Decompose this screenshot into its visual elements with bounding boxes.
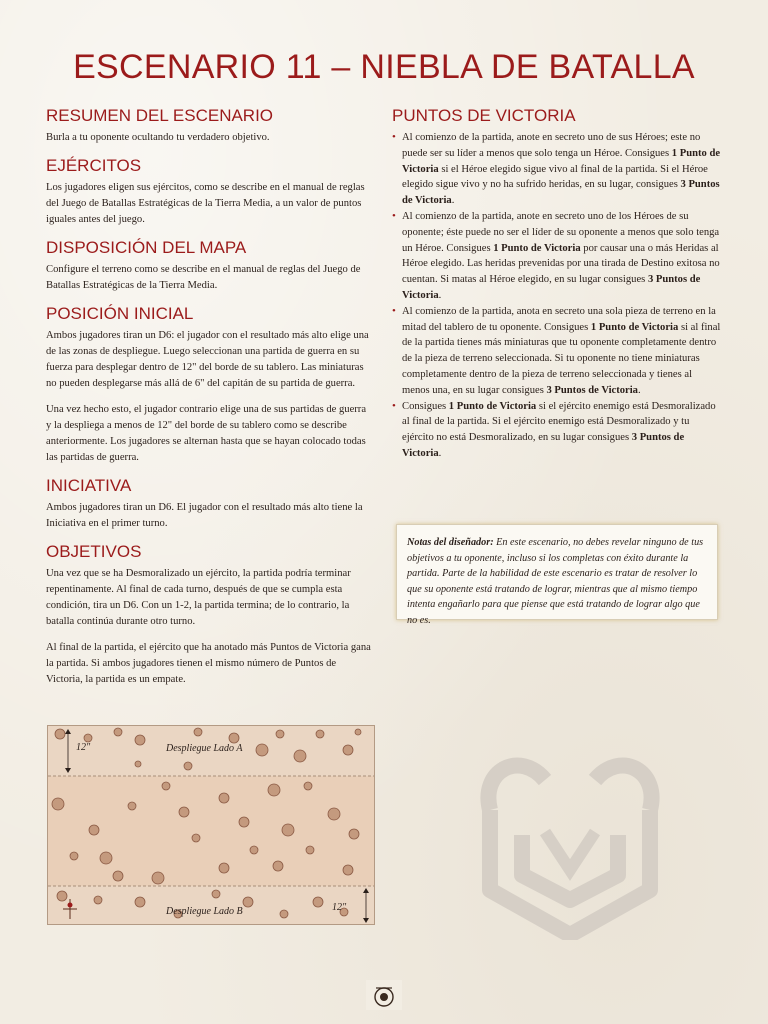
terrain-feature bbox=[280, 910, 288, 918]
terrain-feature bbox=[294, 750, 306, 762]
terrain-feature bbox=[113, 871, 123, 881]
terrain-feature bbox=[128, 802, 136, 810]
victory-point-text: si el Héroe elegido sigue vivo al final de la partida. Si el Héroe elegido sigue vivo y no ha sufrido heridas, en su lugar, consigues bbox=[402, 163, 708, 191]
terrain-feature bbox=[243, 897, 253, 907]
terrain-feature bbox=[152, 872, 164, 884]
victory-points-list bbox=[392, 130, 722, 462]
victory-point-item bbox=[392, 399, 722, 462]
section-posicion bbox=[46, 304, 372, 466]
section-objetivos bbox=[46, 542, 372, 688]
terrain-feature bbox=[70, 852, 78, 860]
victory-point-value: 3 Puntos de Victoria bbox=[402, 274, 701, 301]
terrain-feature bbox=[184, 762, 192, 770]
right-column bbox=[392, 106, 722, 462]
map-label-deploy-b: Despliegue Lado B bbox=[166, 906, 243, 917]
terrain-feature bbox=[316, 730, 324, 738]
page-title: ESCENARIO 11 – NIEBLA DE BATALLA bbox=[73, 48, 695, 86]
victory-point-value: 1 Punto de Victoria bbox=[590, 321, 679, 333]
emblem-left-ear bbox=[488, 766, 545, 810]
victory-point-text: Al comienzo de la partida, anote en secreto uno de sus Héroes; este no puede ser su líder a menos que solo tenga un Héroe. Consigues bbox=[402, 132, 701, 159]
victory-point-text: Al comienzo de la partida, anote en secreto uno de los Héroes de su oponente; éste puede no ser el líder de su oponente a menos que solo tenga un Héroe. Consigues bbox=[402, 210, 720, 254]
map-distance-b: 12" bbox=[332, 902, 347, 913]
victory-point-text: por causar una o más Heridas al Héroe elegido. Las heridas prevenidas por una tirada de Destino exitosa no cuentan. Si matas al Héroe elegido, en su lugar consigues bbox=[402, 242, 720, 286]
victory-point-text: Consigues bbox=[402, 400, 449, 412]
text-iniciativa: Ambos jugadores tiran un D6. El jugador con el resultado más alto tiene la Iniciativa en el primer turno. bbox=[46, 502, 363, 529]
text-resumen: Burla a tu oponente ocultando tu verdadero objetivo. bbox=[46, 132, 270, 143]
heading-puntos-victoria: PUNTOS DE VICTORIA bbox=[392, 106, 576, 125]
map-distance-a: 12" bbox=[76, 742, 91, 753]
terrain-feature bbox=[194, 728, 202, 736]
text-objetivos-2: Al final de la partida, el ejército que ha anotado más Puntos de Victoria gana la partida. Si ambos jugadores tienen el mismo número de Puntos de Victoria, la partida es un empate. bbox=[46, 642, 371, 685]
victory-point-item bbox=[392, 209, 722, 304]
deploy-zone-b bbox=[48, 886, 374, 924]
footer-logo-icon bbox=[366, 980, 402, 1010]
emblem-watermark bbox=[450, 740, 690, 940]
victory-point-text: . bbox=[637, 384, 641, 396]
victory-point-text: . bbox=[451, 195, 455, 207]
text-posicion-1: Ambos jugadores tiran un D6: el jugador con el resultado más alto elige una de las zonas de despliegue. Luego seleccionan una partida de guerra en su fuerza para desplegar dentro de 12" del borde de su tablero. Las miniaturas no pueden desplegarse más allá de 6" del capitán de su partida de guerra. bbox=[46, 330, 369, 389]
victory-point-value: 3 Puntos de Victoria bbox=[402, 179, 720, 207]
heading-disposicion: DISPOSICIÓN DEL MAPA bbox=[46, 238, 247, 257]
terrain-feature bbox=[179, 807, 189, 817]
terrain-feature bbox=[349, 829, 359, 839]
emblem-v-mark bbox=[545, 832, 595, 870]
victory-point-value: 1 Punto de Victoria bbox=[493, 242, 581, 254]
victory-point-text: Al comienzo de la partida, anota en secreto una sola pieza de terreno en la mitad del tablero de tu oponente. Consigues bbox=[402, 305, 716, 333]
terrain-feature bbox=[250, 846, 258, 854]
terrain-feature bbox=[94, 896, 102, 904]
heading-ejercitos: EJÉRCITOS bbox=[46, 156, 142, 175]
designer-notes bbox=[396, 524, 718, 626]
terrain-feature bbox=[276, 730, 284, 738]
victory-point-text: si el ejército enemigo está Desmoralizado al final de la partida. Si el ejército enemigo está Desmoralizado y tu ejército no está Desmoralizado, en su lugar consigues bbox=[402, 400, 716, 444]
terrain-feature bbox=[229, 733, 239, 743]
terrain-feature bbox=[219, 793, 229, 803]
section-resumen bbox=[46, 106, 372, 146]
victory-point-value: 1 Punto de Victoria bbox=[448, 400, 537, 412]
section-ejercitos bbox=[46, 156, 372, 228]
terrain-feature bbox=[328, 808, 340, 820]
battlefield-map bbox=[47, 725, 375, 925]
text-disposicion: Configure el terreno como se describe en el manual de reglas del Juego de Batallas Estratégicas de la Tierra Media. bbox=[46, 264, 361, 291]
section-disposicion bbox=[46, 238, 372, 294]
terrain-feature bbox=[355, 729, 361, 735]
terrain-feature bbox=[192, 834, 200, 842]
victory-point-item bbox=[392, 304, 722, 399]
terrain-feature bbox=[89, 825, 99, 835]
terrain-feature bbox=[135, 735, 145, 745]
victory-point-value: 3 Puntos de Victoria bbox=[546, 384, 638, 396]
victory-point-text: . bbox=[438, 447, 442, 459]
terrain-feature bbox=[268, 784, 280, 796]
terrain-feature bbox=[239, 817, 249, 827]
text-ejercitos: Los jugadores eligen sus ejércitos, como se describe en el manual de reglas del Juego de Batallas Estratégicas de la Tierra Media, a un valor de puntos iguales antes del juego. bbox=[46, 182, 365, 225]
section-iniciativa bbox=[46, 476, 372, 532]
victory-point-value: 3 Puntos de Victoria bbox=[402, 432, 685, 459]
terrain-feature bbox=[273, 861, 283, 871]
terrain-feature bbox=[343, 745, 353, 755]
emblem-right-ear bbox=[595, 766, 652, 810]
victory-point-text: si al final de la partida tienes más miniaturas que tu oponente completamente dentro de la pieza de terreno seleccionada. Si tu oponente no tiene miniaturas completamente dentro de la pieza de terreno seleccionada y tienes al menos una, en su lugar consigues bbox=[402, 321, 721, 396]
heading-objetivos: OBJETIVOS bbox=[46, 542, 142, 561]
map-terrain bbox=[48, 726, 374, 924]
heading-resumen: RESUMEN DEL ESCENARIO bbox=[46, 106, 274, 125]
terrain-feature bbox=[135, 897, 145, 907]
terrain-feature bbox=[84, 734, 92, 742]
terrain-feature bbox=[55, 729, 65, 739]
victory-point-value: 1 Punto de Victoria bbox=[402, 147, 721, 175]
heading-posicion: POSICIÓN INICIAL bbox=[46, 304, 194, 323]
terrain-feature bbox=[219, 863, 229, 873]
designer-notes-text: En este escenario, no debes revelar ninguno de tus objetivos a tu oponente, incluso si los completas con éxito durante la partida. Parte de la habilidad de este escenario es tratar de resolver lo que su oponente está tratando de lograr, mientras que al mismo tiempo intenta engañarlo para que piense que está tratando de lograr algo que no es. bbox=[407, 537, 704, 626]
victory-point-text: . bbox=[438, 289, 442, 301]
map-label-deploy-a: Despliegue Lado A bbox=[166, 743, 243, 754]
terrain-feature bbox=[100, 852, 112, 864]
terrain-feature bbox=[135, 761, 141, 767]
terrain-feature bbox=[282, 824, 294, 836]
text-posicion-2: Una vez hecho esto, el jugador contrario elige una de sus partidas de guerra y la despliega a menos de 12" del borde de su tablero como se describe anteriormente. Los jugadores se alternan hasta que se hayan colocado todas las partidas de guerra. bbox=[46, 404, 367, 463]
heading-iniciativa: INICIATIVA bbox=[46, 476, 132, 495]
terrain-feature bbox=[114, 728, 122, 736]
designer-notes-lead: Notas del diseñador: bbox=[407, 537, 494, 548]
terrain-feature bbox=[343, 865, 353, 875]
left-column bbox=[46, 106, 372, 698]
terrain-feature bbox=[212, 890, 220, 898]
terrain-feature bbox=[304, 782, 312, 790]
terrain-feature bbox=[306, 846, 314, 854]
terrain-feature bbox=[52, 798, 64, 810]
terrain-feature bbox=[162, 782, 170, 790]
terrain-feature bbox=[313, 897, 323, 907]
terrain-feature bbox=[57, 891, 67, 901]
terrain-feature bbox=[256, 744, 268, 756]
text-objetivos-1: Una vez que se ha Desmoralizado un ejército, la partida podría terminar repentinamente. Al final de cada turno, después de que se cumpla esta condición, tira un D6. Con un 1-2, la partida termina; de lo contrario, la batalla continúa durante otro turno. bbox=[46, 568, 351, 627]
victory-point-item bbox=[392, 130, 722, 209]
